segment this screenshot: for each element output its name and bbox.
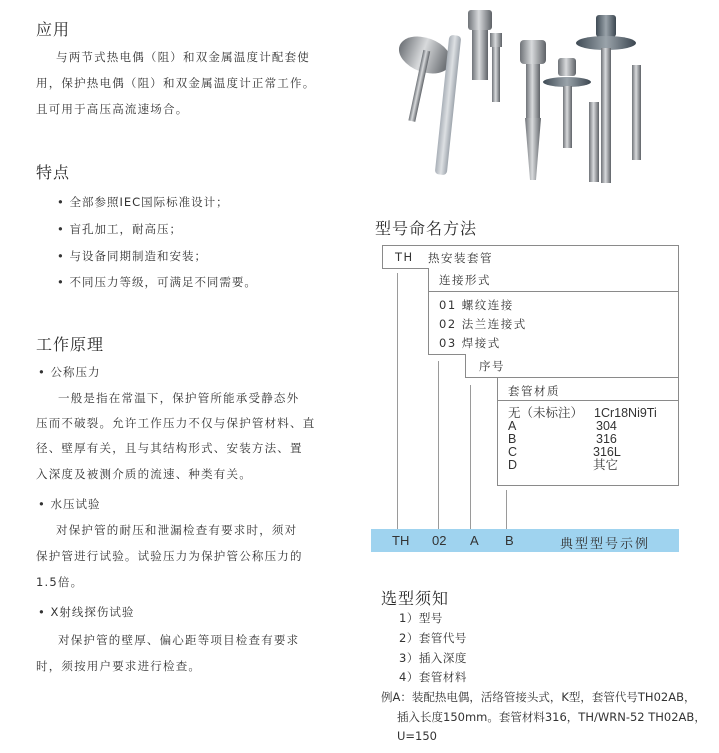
connection-label: 连接形式 bbox=[439, 273, 491, 287]
application-line: 与两节式热电偶（阻）和双金属温度计配套使 bbox=[56, 50, 310, 64]
application-heading: 应用 bbox=[36, 20, 71, 39]
selection-example-line: U=150 bbox=[397, 729, 438, 743]
principle-line: 保护管进行试验。试验压力为保护管公称压力的 bbox=[36, 549, 303, 563]
product-photo bbox=[380, 0, 670, 200]
connection-option: 02 法兰连接式 bbox=[439, 317, 527, 331]
thermowell-straight bbox=[589, 102, 599, 182]
selection-heading: 选型须知 bbox=[381, 589, 450, 608]
material-value: 1Cr18Ni9Ti bbox=[594, 406, 657, 420]
serial-label: 序号 bbox=[479, 359, 505, 373]
principle-section-title: • X射线探伤试验 bbox=[38, 605, 135, 619]
material-value: 316 bbox=[596, 432, 617, 446]
connector-line-serial bbox=[470, 385, 471, 529]
materials-list-box bbox=[497, 400, 679, 486]
principle-section-title: • 水压试验 bbox=[38, 497, 101, 511]
example-bar bbox=[371, 529, 679, 552]
principle-section-title: • 公称压力 bbox=[38, 365, 101, 379]
connection-box bbox=[428, 268, 679, 292]
connection-option: 01 螺纹连接 bbox=[439, 298, 514, 312]
th-code: TH bbox=[395, 250, 414, 264]
example-label: 典型型号示例 bbox=[560, 536, 651, 551]
application-line: 用，保护热电偶（阻）和双金属温度计正常工作。 bbox=[36, 76, 316, 90]
principle-line: 时，须按用户要求进行检查。 bbox=[36, 659, 202, 673]
material-value: 其它 bbox=[593, 458, 619, 472]
connector-line-connection bbox=[438, 361, 439, 529]
material-code: B bbox=[508, 432, 517, 446]
features-heading: 特点 bbox=[36, 163, 71, 182]
example-part: B bbox=[505, 533, 514, 548]
principle-heading: 工作原理 bbox=[36, 335, 105, 354]
selection-example-line: 例A：装配热电偶，活络管接头式，K型，套管代号TH02AB， bbox=[381, 690, 696, 704]
th-label: 热安装套管 bbox=[428, 251, 493, 265]
thermowell-flanged-large bbox=[576, 15, 636, 183]
connector-line-material bbox=[506, 490, 507, 529]
thermowell-tapered bbox=[520, 40, 546, 180]
material-code: A bbox=[508, 419, 517, 433]
selection-item: 3）插入深度 bbox=[399, 651, 467, 665]
principle-line: 1.5倍。 bbox=[36, 575, 84, 589]
material-code: 无（未标注） bbox=[508, 406, 584, 420]
selection-item: 2）套管代号 bbox=[399, 631, 467, 645]
selection-example-line: 插入长度150mm。套管材料316，TH/WRN-52 TH02AB， bbox=[397, 710, 706, 724]
material-value: 316L bbox=[593, 445, 621, 459]
example-part: TH bbox=[392, 533, 410, 548]
serial-box bbox=[465, 354, 679, 378]
connector-line-th bbox=[397, 273, 398, 529]
connection-option: 03 焊接式 bbox=[439, 336, 501, 350]
thermowell-threaded bbox=[468, 10, 502, 102]
feature-item: • 不同压力等级，可满足不同需要。 bbox=[57, 275, 257, 289]
material-code: C bbox=[508, 445, 518, 459]
principle-line: 径、壁厚有关，且与其结构形式、安装方法、置 bbox=[36, 441, 303, 455]
selection-item: 4）套管材料 bbox=[399, 670, 467, 684]
application-line: 且可用于高压高流速场合。 bbox=[36, 102, 189, 116]
material-value: 304 bbox=[596, 419, 617, 433]
principle-line: 压而不破裂。允许工作压力不仅与保护管材料、直 bbox=[36, 416, 316, 430]
connection-options-box bbox=[428, 291, 679, 355]
th-box bbox=[382, 245, 679, 269]
feature-item: • 全部参照IEC国际标准设计； bbox=[57, 195, 229, 209]
example-part: 02 bbox=[432, 533, 447, 548]
thermowell-flanged-small bbox=[543, 58, 591, 148]
naming-heading: 型号命名方法 bbox=[375, 219, 478, 238]
principle-line: 对保护管的壁厚、偏心距等项目检查有要求 bbox=[58, 633, 300, 647]
thermowell-thin bbox=[632, 65, 641, 160]
selection-item: 1）型号 bbox=[399, 611, 443, 625]
principle-line: 一般是指在常温下，保护管所能承受静态外 bbox=[58, 391, 300, 405]
principle-line: 入深度及被测介质的流速、种类有关。 bbox=[36, 467, 252, 481]
principle-line: 对保护管的耐压和泄漏检查有要求时，须对 bbox=[56, 523, 298, 537]
material-code: D bbox=[508, 458, 518, 472]
feature-item: • 盲孔加工，耐高压； bbox=[57, 222, 182, 236]
material-box bbox=[497, 377, 679, 401]
material-label: 套管材质 bbox=[508, 384, 560, 398]
example-part: A bbox=[470, 533, 479, 548]
feature-item: • 与设备同期制造和安装； bbox=[57, 249, 207, 263]
